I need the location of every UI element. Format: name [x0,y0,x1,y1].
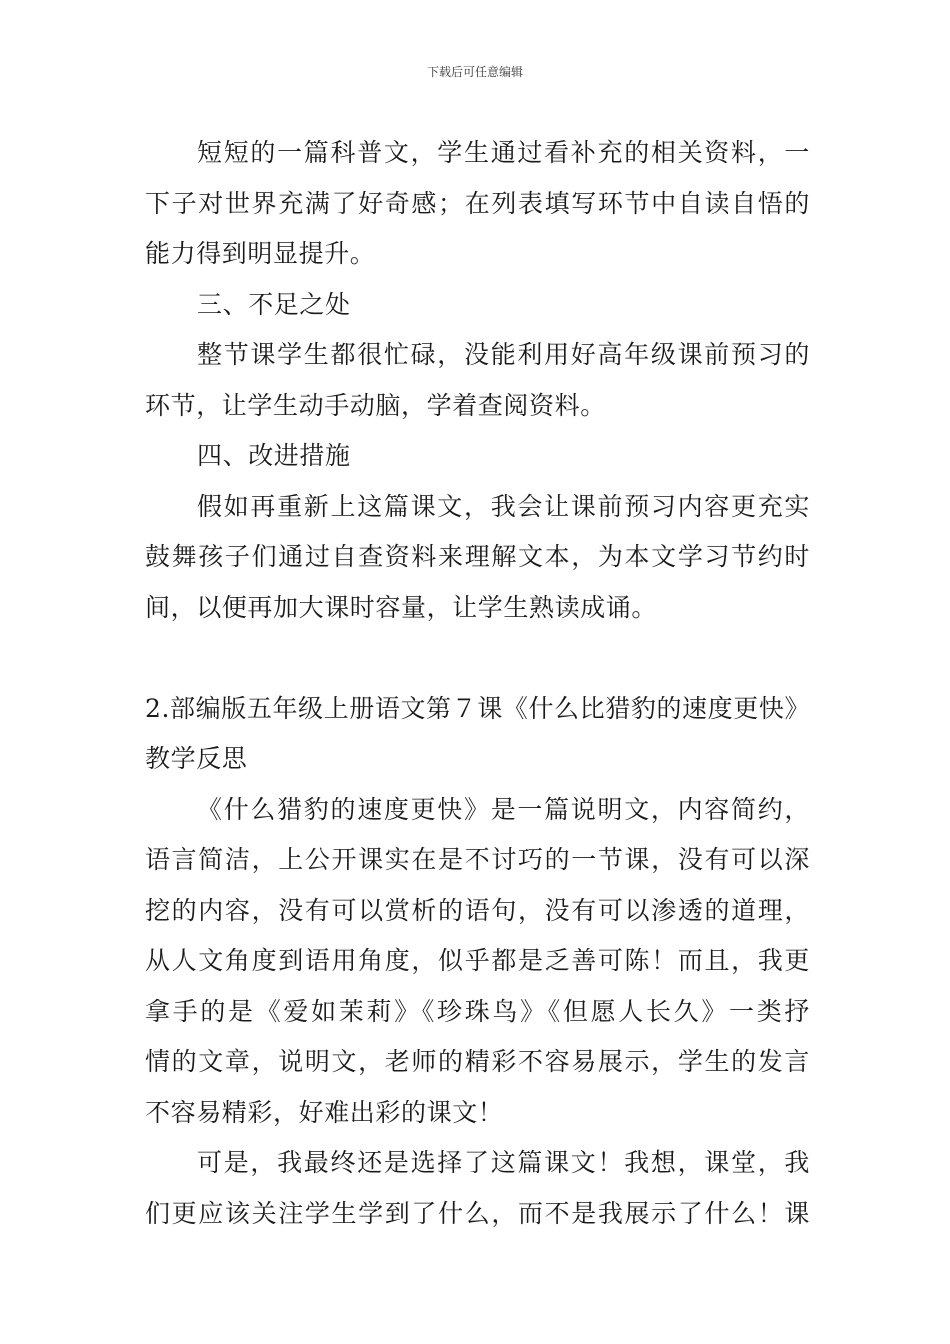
paragraph-line: 整节课学生都很忙碌，没能利用好高年级课前预习的 [197,340,810,369]
article-title: 教学反思 [145,744,248,773]
document-body [145,128,810,1239]
paragraph-line: 《什么猎豹的速度更快》是一篇说明文，内容简约， [197,794,810,824]
section-heading: 四、改进措施 [197,441,351,470]
paragraph-line: 挖的内容，没有可以赏析的语句，没有可以渗透的道理， [145,895,810,925]
paragraph-line: 情的文章，说明文，老师的精彩不容易展示，学生的发言 [145,1047,810,1076]
paragraph-line: 从人文角度到语用角度，似乎都是乏善可陈！而且，我更 [145,946,810,975]
paragraph-line: 假如再重新上这篇课文，我会让课前预习内容更充实 [197,491,810,521]
paragraph-line: 短短的一篇科普文，学生通过看补充的相关资料，一 [197,138,810,167]
paragraph-line: 环节，让学生动手动脑，学着查阅资料。 [145,390,606,420]
paragraph-line: 不容易精彩，好难出彩的课文！ [145,1097,504,1127]
paragraph-line: 鼓舞孩子们通过自查资料来理解文本，为本文学习节约时 [145,542,810,571]
paragraph-line: 间，以便再加大课时容量，让学生熟读成诵。 [145,592,658,622]
paragraph-line: 语言简洁，上公开课实在是不讨巧的一节课，没有可以深 [145,845,810,874]
paragraph-line: 们更应该关注学生学到了什么，而不是我展示了什么！课 [145,1198,810,1228]
paragraph-line: 可是，我最终还是选择了这篇课文！我想，课堂，我 [197,1148,810,1177]
paragraph-line: 下子对世界充满了好奇感；在列表填写环节中自读自悟的 [145,188,810,218]
paragraph-line: 能力得到明显提升。 [145,239,376,268]
paragraph-line: 拿手的是《爱如茉莉》《珍珠鸟》《但愿人长久》一类抒 [145,996,810,1026]
article-title: 2.部编版五年级上册语文第７课《什么比猎豹的速度更快》 [145,693,811,723]
page-header: 下载后可任意编辑 [426,65,523,79]
section-heading: 三、不足之处 [197,289,351,319]
blank-line [145,633,810,684]
